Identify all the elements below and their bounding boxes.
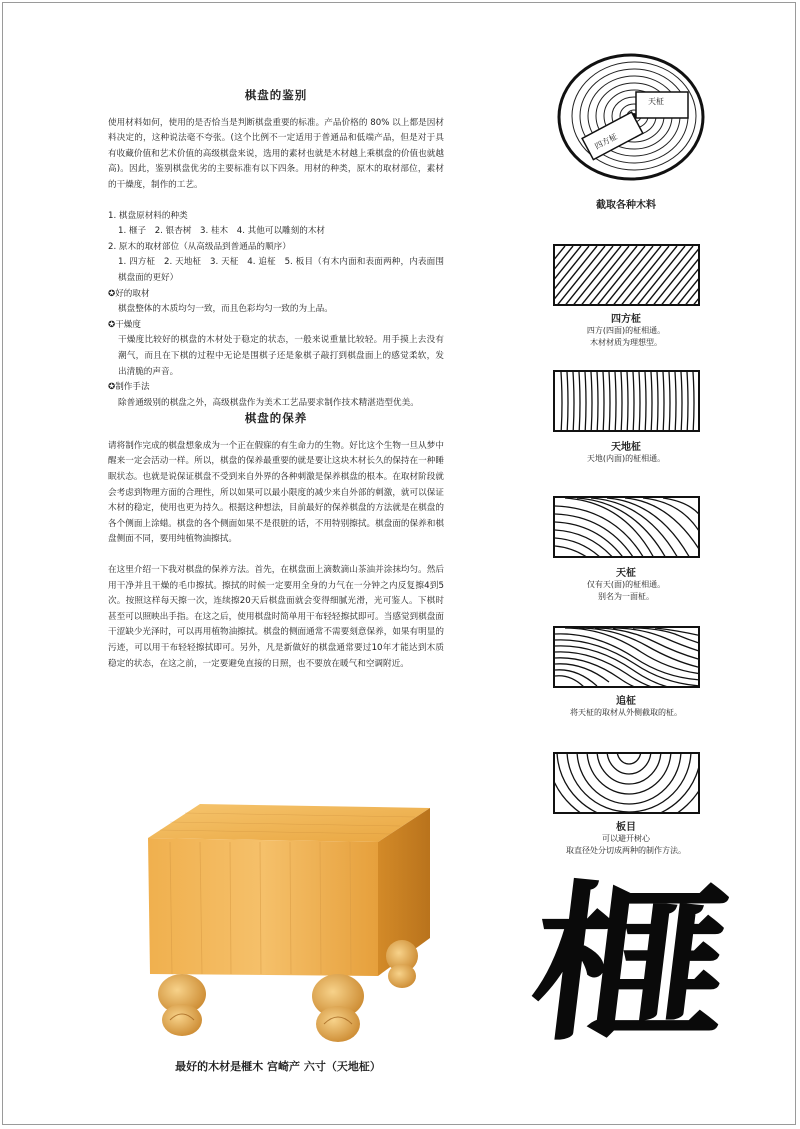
- grain-sifang-illustration: [553, 244, 700, 306]
- grain-tiandi-illustration: [553, 370, 700, 432]
- grain-tiandi-desc: 天地(内面)的柾相通。: [586, 454, 666, 463]
- grain-zhui-caption: [526, 692, 726, 719]
- go-board-illustration: [130, 798, 440, 1048]
- grain-tian-illustration: [553, 496, 700, 558]
- grain-sifang-title: 四方柾: [611, 314, 641, 325]
- dryness-text: 干燥度比较好的棋盘的木材处于稳定的状态，一般来说重量比较轻。用手摸上去没有潮气，而且在下棋的过程中无论是围棋子还是象棋子敲打到棋盘面上的感觉柔软，发出清脆的声音。: [118, 335, 444, 377]
- grain-zhui-desc: 将天柾的取材从外侧截取的柾。: [570, 708, 682, 717]
- maintenance-paragraph-2: 在这里介绍一下我对棋盘的保养方法。首先，在棋盘面上滴数滴山茶油并涂抹均匀。然后用干净并且干燥的毛巾擦拭。擦拭的时候一定要用全身的力气在一分钟之内反复擦4到5次。按照这样每天擦一次，连续擦20天后棋盘面就会变得细腻光滑，光可鉴人。下棋时甚至可以照映出手指。在这之后，使用棋盘时简单用干布轻轻擦拭即可。当感觉到棋盘面干涩缺少光泽时，可以再用植物油擦拭。棋盘的侧面通常不需要刻意保养，如果有明显的污迹，可以用干布轻轻擦拭即可。另外，凡是新做好的棋盘通常要过10年才能达到木质稳定的状态，在这之前，一定要避免直接的日照，也不要放在暖气和空调附近。: [108, 565, 444, 669]
- board-caption: 最好的木材是榧木 宫崎产 六寸（天地柾）: [175, 1060, 381, 1073]
- grain-banmu-desc: 可以避开树心 取直径处分切成两种的制作方法。: [566, 834, 686, 855]
- grain-tian-title: 天柾: [616, 568, 636, 579]
- grain-banmu-title: 板目: [616, 822, 636, 833]
- grain-zhui-illustration: [553, 626, 700, 688]
- good-material-text: 棋盘整体的木质均匀一致，而且色彩均匀一致的为上品。: [118, 304, 333, 315]
- craft-text: 除普通级别的棋盘之外，高级棋盘作为美术工艺品要求制作技术精湛造型优美。: [118, 397, 419, 408]
- list-2-heading: 2. 原木的取材部位（从高级品到普通品的顺序）: [108, 241, 291, 252]
- log-label-sifang: 四方柾: [593, 131, 619, 152]
- grain-tiandi-title: 天地柾: [611, 442, 641, 453]
- log-caption-block: [526, 196, 726, 211]
- section-title-identification: 棋盘的鉴别: [244, 88, 308, 102]
- grain-tian-caption: [526, 564, 726, 603]
- grain-sifang-desc: 四方(四面)的柾相通。 木材材质为理想型。: [586, 326, 666, 347]
- grain-tiandi-caption: [526, 438, 726, 465]
- log-cross-section-illustration: [556, 52, 706, 182]
- maintenance-paragraph-1: 请将制作完成的棋盘想象成为一个正在假寐的有生命力的生物。好比这个生物一旦从梦中醒来一定会活动一样。所以，棋盘的保养最重要的就是要让这块木材长久的保持在一种睡眠状态。也就是说保证棋盘不受到来自外界的各种刺激是保养棋盘的根本。在取材阶段就会考虑到物理方面的合理性，所以如果可以最小限度的减少来自外部的刺激，就可以保证木材的稳定，使用也更为持久。根据这种想法，目前最好的保养棋盘的方法就是在棋盘的各个侧面上涂蜡。棋盘的各个侧面如果不是很脏的话，不用特别擦拭。棋盘面的保养和棋盘侧面不同，要用纯植物油擦拭。: [108, 440, 444, 545]
- log-caption: 截取各种木料: [596, 200, 656, 211]
- grain-tian-desc: 仅有天(面)的柾相通。 别名为一面柾。: [586, 580, 666, 601]
- grain-banmu-illustration: [553, 752, 700, 814]
- grain-sifang-caption: [526, 310, 726, 349]
- text-column: [108, 88, 444, 672]
- list-1-heading: 1. 棋盘原材料的种类: [108, 210, 188, 221]
- dryness-heading: ✪干燥度: [108, 319, 141, 330]
- craft-heading: ✪制作手法: [108, 382, 150, 393]
- section-title-maintenance: 棋盘的保养: [244, 411, 308, 426]
- grain-banmu-caption: [526, 818, 726, 857]
- log-label-tian: 天柾: [648, 97, 664, 106]
- list-1-items: 1. 榧子 2. 银杏树 3. 桂木 4. 其他可以雕刻的木材: [118, 226, 326, 237]
- good-material-heading: ✪好的取材: [108, 288, 150, 299]
- identification-paragraph: 使用材料如何，使用的是否恰当是判断棋盘重要的标准。产品价格的 80% 以上都是因材料决定的，这种说法毫不夸张。(这个比例不一定适用于普通品和低端产品，但是对于具有收藏价值和艺术价值的高级棋盘来说，选用的素材也就是木材越上乘棋盘的价值也就越高)。因此，鉴别棋盘优劣的主要标准有以下四条。用材的种类，原木的取材部位，素材的干燥度，制作的工艺。: [108, 117, 444, 190]
- list-2-items: 1. 四方柾 2. 天地柾 3. 天柾 4. 追柾 5. 板目（有木内面和表面两种，内表面围棋盘面的更好）: [118, 257, 444, 283]
- grain-zhui-title: 追柾: [616, 696, 636, 707]
- calligraphy-fei: 榧: [520, 865, 740, 1065]
